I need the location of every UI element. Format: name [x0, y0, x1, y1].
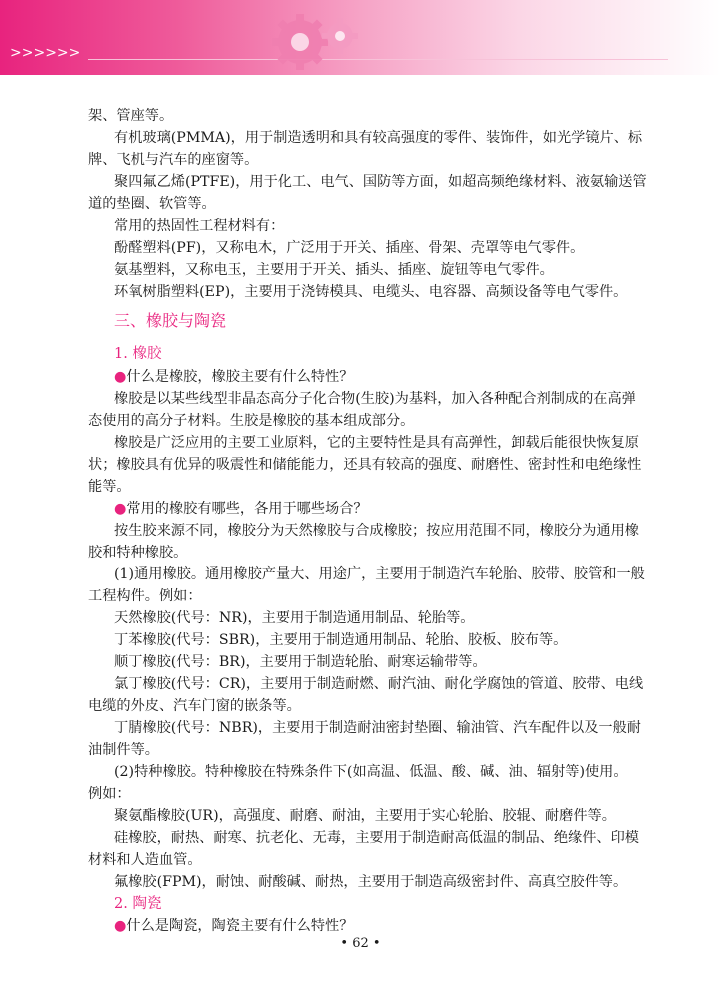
text-line: 有机玻璃(PMMA)，用于制造透明和具有较高强度的零件、装饰件，如光学镜片、标 [114, 129, 643, 146]
text-line: 按生胶来源不同，橡胶分为天然橡胶与合成橡胶；按应用范围不同，橡胶分为通用橡 [114, 522, 639, 539]
text-line: 聚氨酯橡胶(UR)，高强度、耐磨、耐油，主要用于实心轮胎、胶辊、耐磨件等。 [114, 808, 616, 825]
subsection-heading: 1. 橡胶 [114, 345, 162, 362]
gears-icon [258, 8, 378, 78]
text-line: 氯丁橡胶(代号：CR)，主要用于制造耐燃、耐汽油、耐化学腐蚀的管道、胶带、电线 [114, 676, 644, 693]
text-line: (2)特种橡胶。特种橡胶在特殊条件下(如高温、低温、酸、碱、油、辐射等)使用。 [114, 764, 628, 781]
text-line: 状；橡胶具有优异的吸震性和储能能力，还具有较高的强度、耐磨性、密封性和电绝缘性 [88, 456, 642, 473]
text-line: 酚醛塑料(PF)，又称电木，广泛用于开关、插座、骨架、壳罩等电气零件。 [114, 239, 585, 256]
text-line: 道的垫圈、软管等。 [88, 195, 216, 212]
text-line: 橡胶是以某些线型非晶态高分子化合物(生胶)为基料，加入各种配合剂制成的在高弹 [114, 390, 636, 407]
text-line: 油制件等。 [88, 742, 159, 759]
subsection-heading: 2. 陶瓷 [114, 896, 162, 913]
page-number: • 62 • [340, 936, 381, 951]
text-line: 牌、飞机与汽车的座窗等。 [88, 151, 259, 168]
section-heading: 三、橡胶与陶瓷 [114, 311, 227, 331]
question-line: ●常用的橡胶有哪些，各用于哪些场合？ [114, 500, 368, 517]
text-line: 电缆的外皮、汽车门窗的嵌条等。 [88, 698, 301, 715]
text-line: 胶和特种橡胶。 [88, 544, 188, 561]
text-line: 工程构件。例如： [88, 588, 202, 605]
text-line: 例如： [88, 786, 131, 803]
text-line: 环氧树脂塑料(EP)，主要用于浇铸模具、电缆头、电容器、高频设备等电气零件。 [114, 283, 628, 300]
bullet-icon: ● [114, 500, 127, 517]
header-divider [88, 59, 668, 60]
text-line: 氨基塑料，又称电玉，主要用于开关、插头、插座、旋钮等电气零件。 [114, 261, 554, 278]
text-line: 架、管座等。 [88, 108, 174, 124]
text-line: 氟橡胶(FPM)，耐蚀、耐酸碱、耐热，主要用于制造高级密封件、高真空胶件等。 [114, 874, 628, 891]
chevrons-decoration: >>>>>> [10, 45, 81, 61]
text-line: 能等。 [88, 478, 131, 495]
bullet-icon: ● [114, 918, 127, 934]
text-line: 常用的热固性工程材料有： [114, 217, 285, 234]
text-line: 聚四氟乙烯(PTFE)，用于化工、电气、国防等方面，如超高频绝缘材料、液氨输送管 [114, 173, 647, 190]
text-line: 丁腈橡胶(代号：NBR)，主要用于制造耐油密封垫圈、输油管、汽车配件以及一般耐 [114, 720, 641, 737]
bullet-icon: ● [114, 368, 127, 385]
text-line: 顺丁橡胶(代号：BR)，主要用于制造轮胎、耐寒运输带等。 [114, 654, 487, 671]
question-line: ●什么是橡胶，橡胶主要有什么特性？ [114, 368, 354, 385]
text-line: 材料和人造血管。 [88, 852, 202, 869]
question-line: ●什么是陶瓷，陶瓷主要有什么特性？ [114, 918, 354, 934]
text-line: 硅橡胶，耐热、耐寒、抗老化、无毒，主要用于制造耐高低温的制品、绝缘件、印模 [114, 830, 639, 847]
text-line: (1)通用橡胶。通用橡胶产量大、用途广，主要用于制造汽车轮胎、胶带、胶管和一般 [114, 566, 645, 583]
text-line: 态使用的高分子材料。生胶是橡胶的基本组成部分。 [88, 412, 415, 429]
text-line: 橡胶是广泛应用的主要工业原料，它的主要特性是具有高弹性，卸载后能很快恢复原 [114, 434, 639, 451]
text-line: 天然橡胶(代号：NR)，主要用于制造通用制品、轮胎等。 [114, 610, 475, 627]
text-line: 丁苯橡胶(代号：SBR)，主要用于制造通用制品、轮胎、胶板、胶布等。 [114, 632, 568, 649]
